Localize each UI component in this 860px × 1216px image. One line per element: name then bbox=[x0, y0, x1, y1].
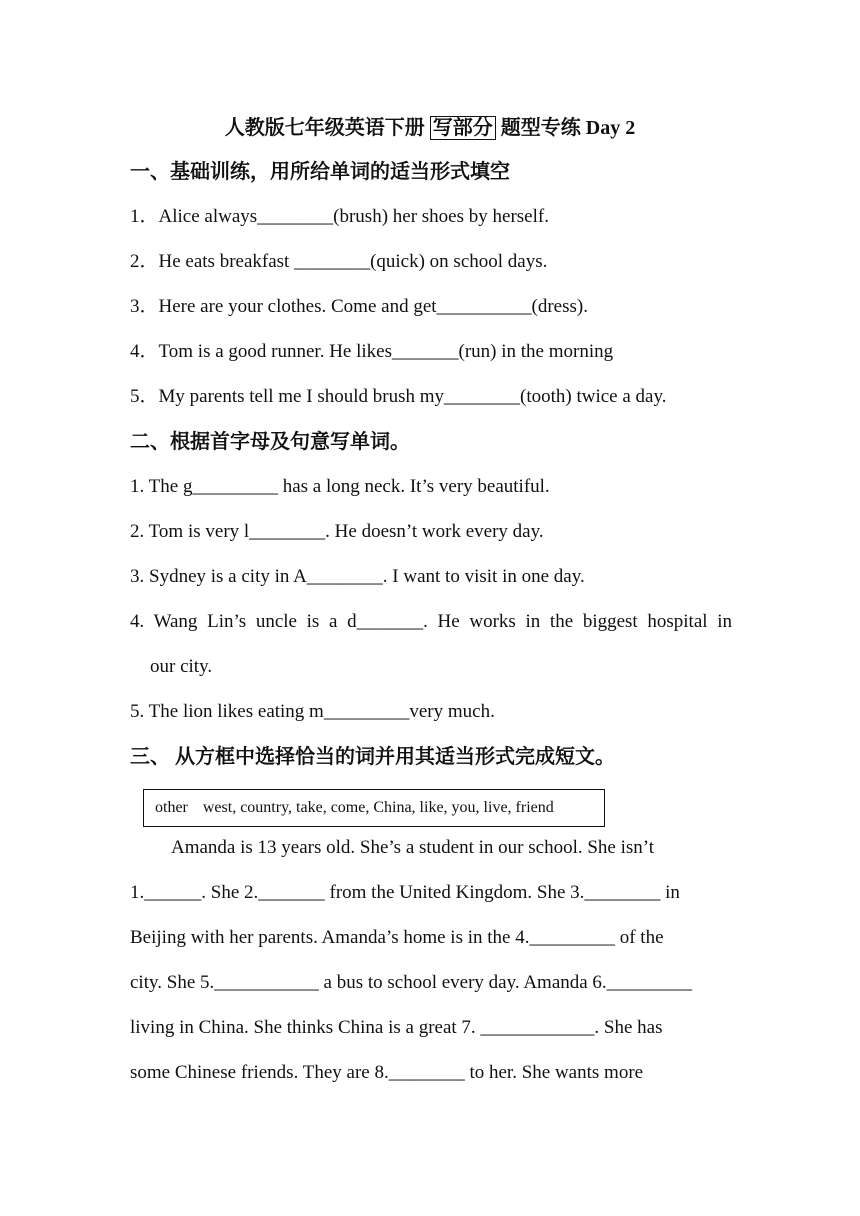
word-box-first: other bbox=[155, 799, 188, 816]
passage-line: 1.______. She 2._______ from the United Kingdom. She 3.________ in bbox=[130, 882, 680, 903]
passage-line: Amanda is 13 years old. She’s a student in our school. She isn’t bbox=[171, 837, 655, 858]
word-box-rest: west, country, take, come, China, like, you, live, friend bbox=[202, 799, 554, 816]
passage-line: living in China. She thinks China is a great 7. ____________. She has bbox=[130, 1017, 663, 1038]
section2-item-continuation: our city. bbox=[150, 656, 213, 677]
passage-line: city. She 5.___________ a bus to school every day. Amanda 6._________ bbox=[130, 972, 693, 993]
title-prefix: 人教版七年级英语下册 bbox=[224, 117, 425, 139]
section2-item: 4. Wang Lin’s uncle is a d_______. He works in the biggest hospital in bbox=[130, 611, 732, 632]
section1-item: 1．Alice always________(brush) her shoes by herself. bbox=[130, 206, 549, 227]
passage-line: Beijing with her parents. Amanda’s home is in the 4._________ of the bbox=[130, 927, 664, 948]
word-box bbox=[143, 789, 605, 827]
section2-item: 2. Tom is very l________. He doesn’t work every day. bbox=[130, 521, 544, 542]
section2-heading: 二、根据首字母及句意写单词。 bbox=[130, 431, 410, 453]
section2-item: 1. The g_________ has a long neck. It’s very beautiful. bbox=[130, 476, 550, 497]
section1-item: 4．Tom is a good runner. He likes_______(run) in the morning bbox=[130, 341, 614, 362]
passage-line: some Chinese friends. They are 8.________ to her. She wants more bbox=[130, 1062, 644, 1083]
section2-item: 5. The lion likes eating m_________very much. bbox=[130, 701, 495, 722]
title-boxed-label: 写部分 bbox=[430, 116, 496, 140]
section3-heading: 三、 从方框中选择恰当的词并用其适当形式完成短文。 bbox=[130, 746, 615, 768]
section1-item: 2．He eats breakfast ________(quick) on school days. bbox=[130, 251, 548, 272]
section1-item: 5．My parents tell me I should brush my________(tooth) twice a day. bbox=[130, 386, 667, 407]
section1-heading: 一、基础训练，用所给单词的适当形式填空 bbox=[130, 161, 510, 183]
section2-item: 3. Sydney is a city in A________. I want to visit in one day. bbox=[130, 566, 585, 587]
section1-item: 3．Here are your clothes. Come and get__________(dress). bbox=[130, 296, 588, 317]
title-suffix: 题型专练 Day 2 bbox=[500, 117, 636, 139]
page-title bbox=[0, 115, 860, 141]
